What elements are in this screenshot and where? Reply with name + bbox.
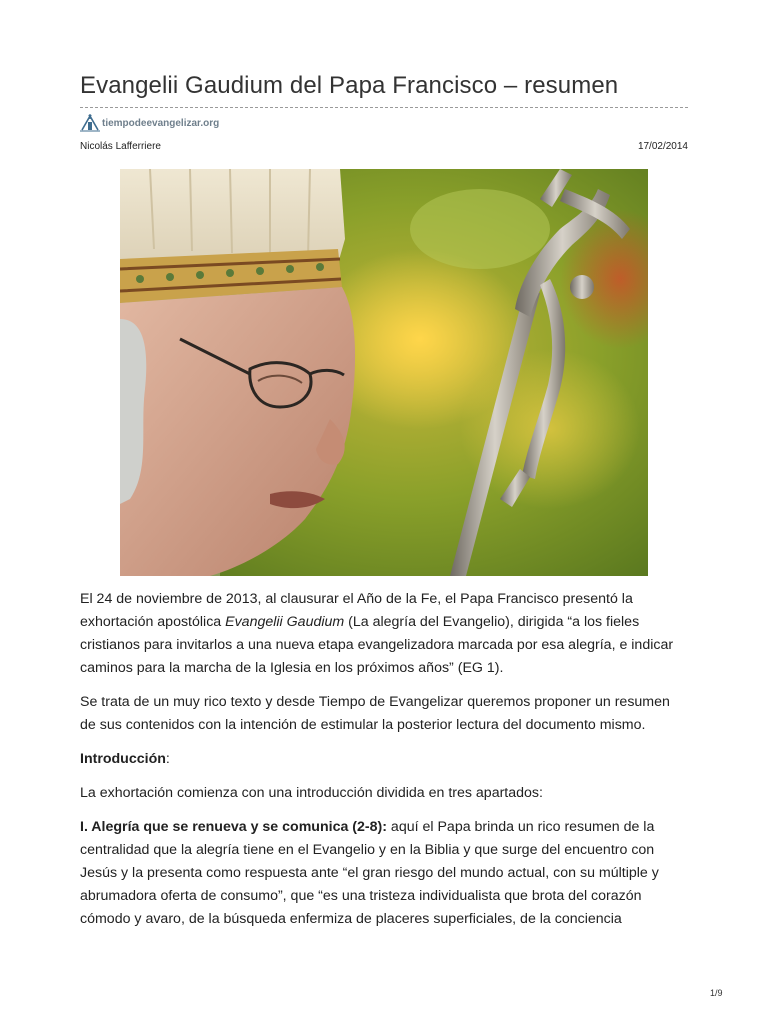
paragraph-section-1 [80,816,688,931]
paragraph-purpose: Se trata de un muy rico texto y desde Tiempo de Evangelizar queremos proponer un resumen de sus contenidos con la intención de estimular la posterior lectura del documento mismo. [80,694,670,733]
article-meta [80,141,688,152]
church-icon [80,114,100,132]
paragraph-text: aquí el Papa brinda un rico resumen de la centralidad que la alegría tiene en el Evangelio y en la Biblia y que surge del encuentro con Jesús y la presenta como respuesta ante “el gran riesgo del mundo actual, con su múltiple y abrumadora oferta de consumo”, que “es una tristeza individualista que brota del corazón cómodo y avaro, de la búsqueda enfermiza de placeres superficiales, de la conciencia [80,819,659,927]
section-heading-colon: : [165,751,170,767]
paragraph-text: El 24 de noviembre de 2013, al clausurar el Año de la Fe, el Papa Francisco presentó la exhortación apostólica [80,591,633,630]
subsection-heading: I. Alegría que se renueva y se comunica (2-8): [80,819,387,835]
paragraph-overview: La exhortación comienza con una introducción dividida en tres apartados: [80,785,543,801]
article-body [80,588,688,942]
paragraph-intro [80,588,688,680]
author-name: Nicolás Lafferriere [80,141,161,152]
page-number: 1/9 [710,988,723,998]
document-title-italic: Evangelii Gaudium [225,614,345,630]
title-divider [80,107,688,108]
section-heading [80,748,688,771]
hero-photo [120,169,648,576]
publish-date: 17/02/2014 [637,141,688,152]
section-heading-label: Introducción [80,751,166,767]
page-title: Evangelii Gaudium del Papa Francisco – resumen [80,72,619,99]
pope-with-crozier-photo [120,169,648,576]
paragraph-text: (La alegría del Evangelio), dirigida “a los fieles cristianos para invitarlos a una nueva etapa evangelizadora marcada por esa alegría, e indicar caminos para la marcha de la Iglesia en los próximos años” (EG 1). [80,614,674,676]
site-name: tiempodeevangelizar.org [102,117,220,129]
site-attribution[interactable] [80,114,219,132]
